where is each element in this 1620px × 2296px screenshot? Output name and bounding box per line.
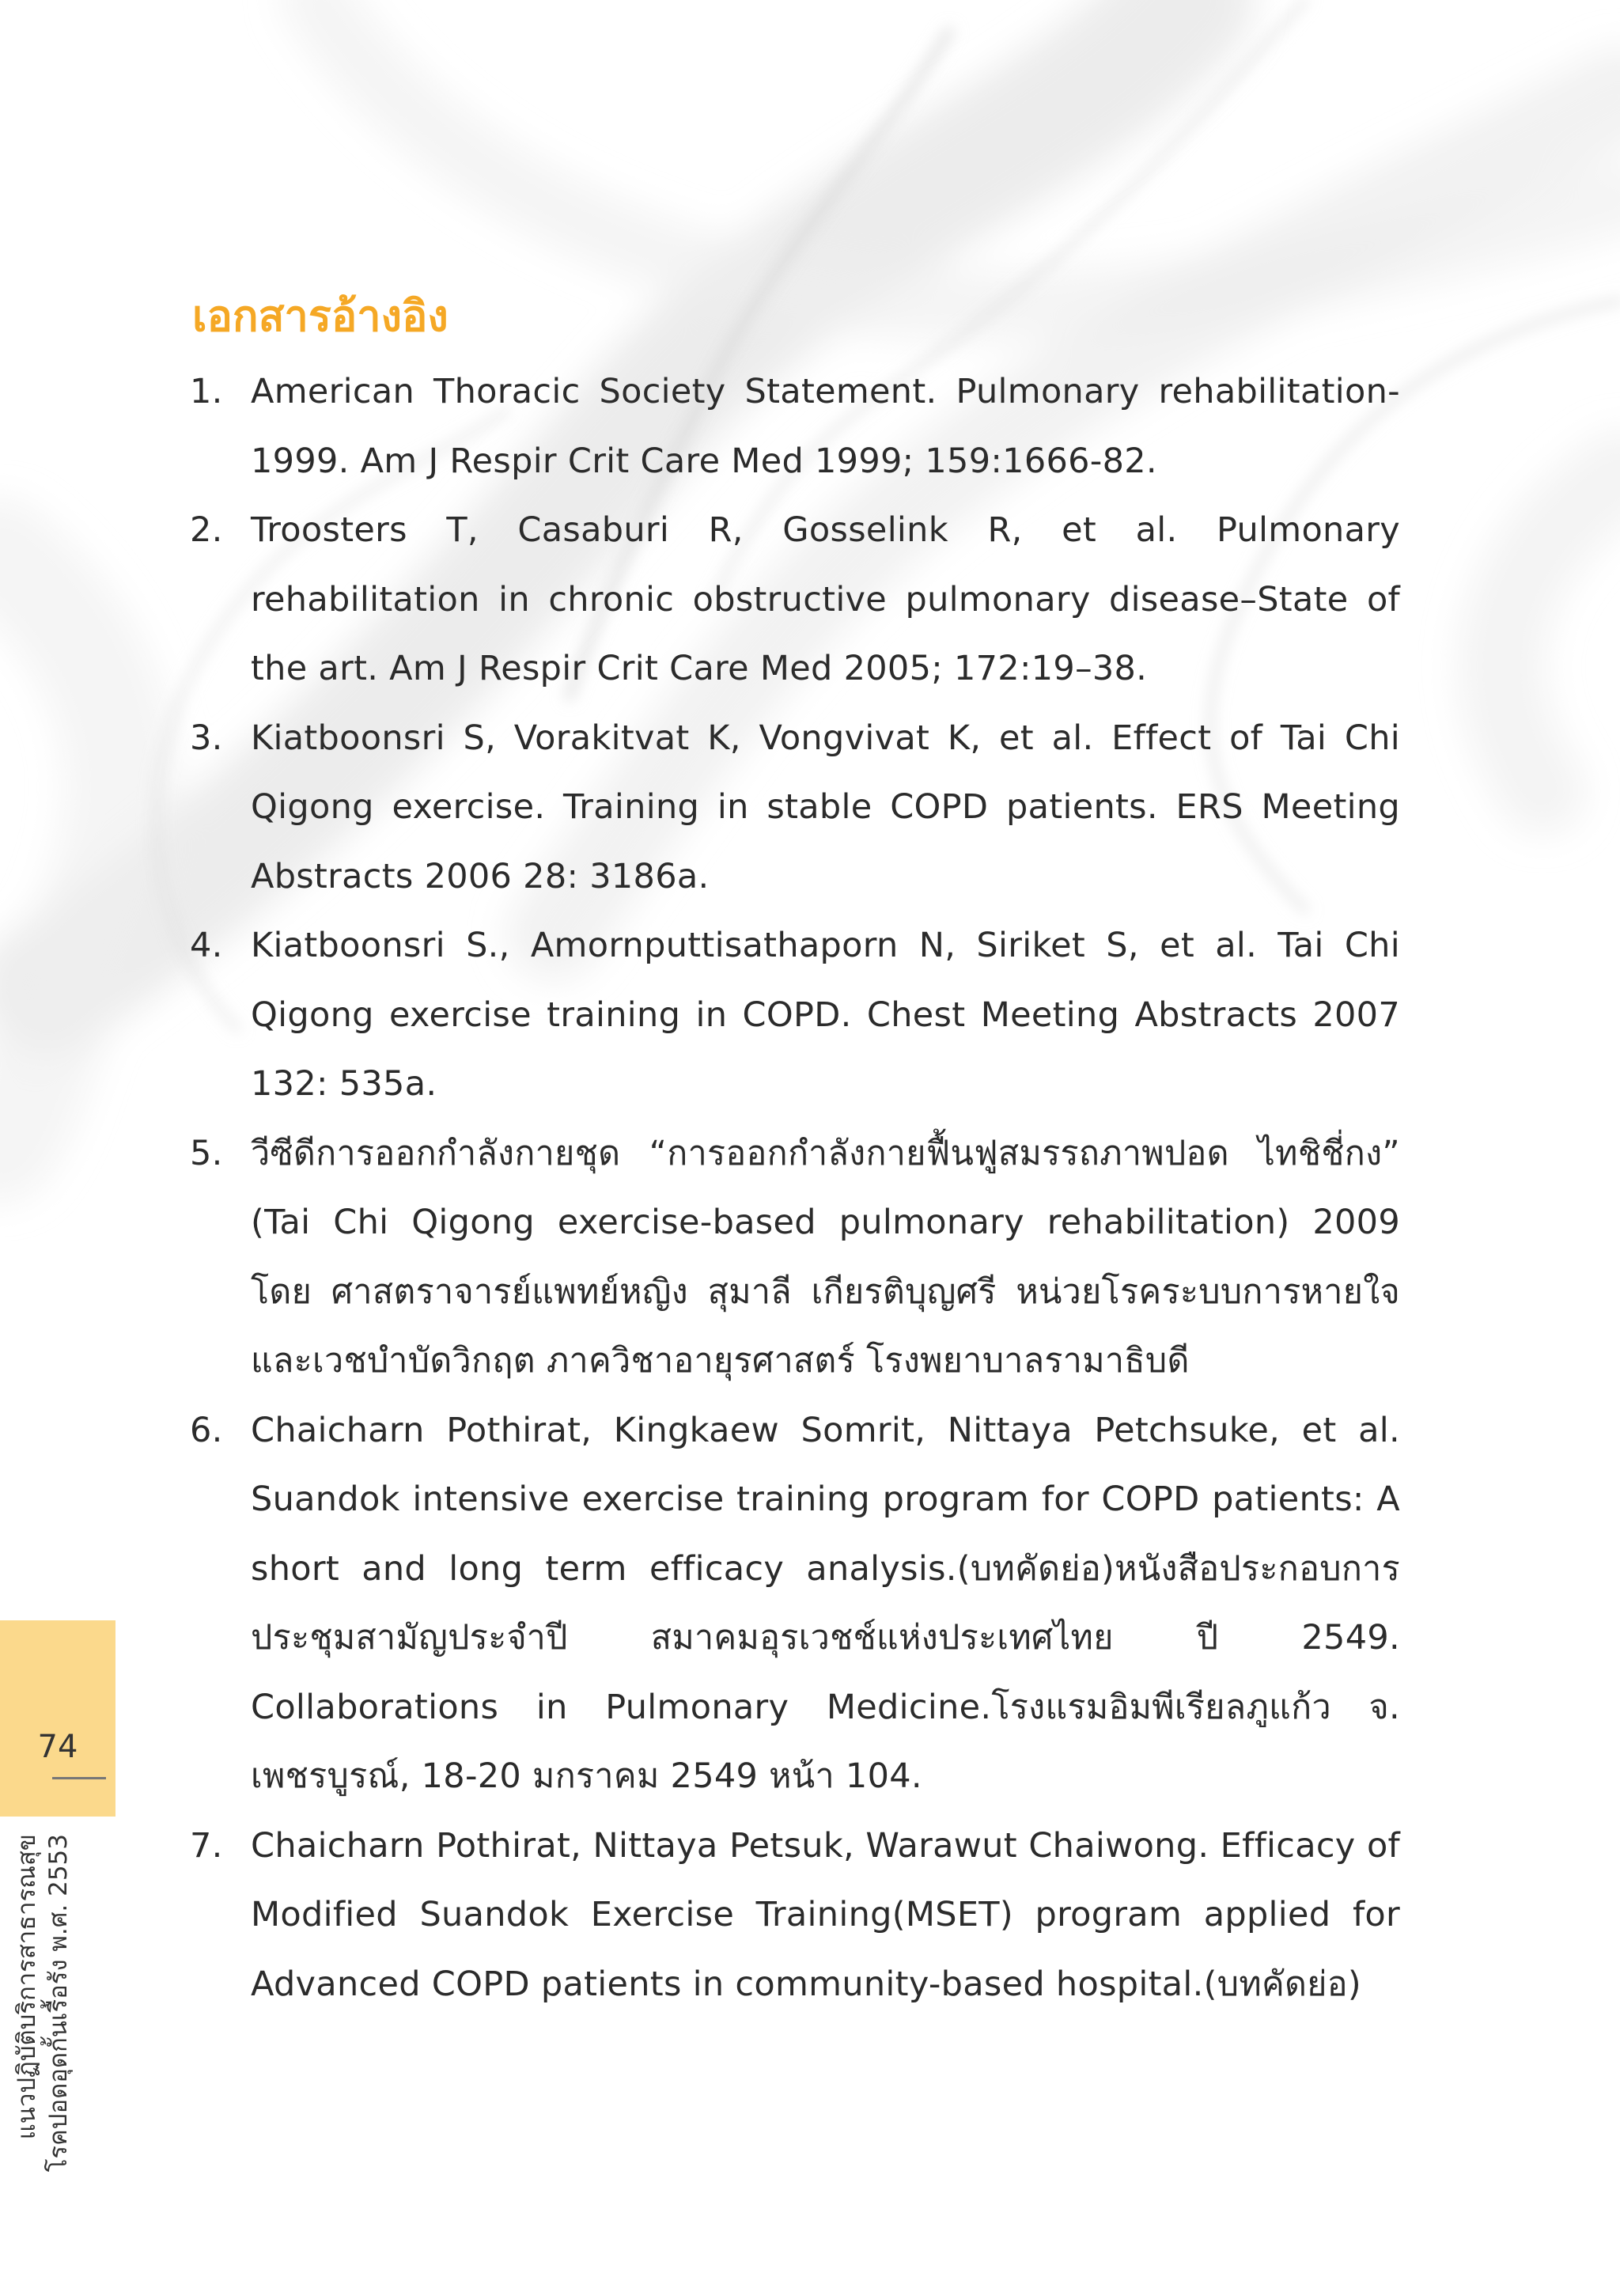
reference-text: Kiatboonsri S, Vorakitvat K, Vongvivat K, et al. Effect of Tai Chi Qigong exercise. Training in stable COPD patients. ERS Meeting Abstracts 2006 28: 3186a. (251, 718, 1400, 896)
page-number-rule (52, 1777, 106, 1779)
reference-number: 7. (190, 1825, 223, 1866)
running-title-vertical (11, 1834, 109, 2198)
running-title-line-2: โรคปอดอุดกั้นเรื้อรัง พ.ศ. 2553 (44, 1834, 73, 2173)
reference-text: วีซีดีการออกกำลังกายชุด “การออกกำลังกายฟื้นฟูสมรรถภาพปอด ไทชิชี่กง” (Tai Chi Qigong exercise-based pulmonary rehabilitation) 2009 โดย ศาสตราจารย์แพทย์หญิง สุมาลี เกียรติบุญศรี หน่วยโรคระบบการหายใจและเวชบำบัดวิกฤต ภาควิชาอายุรศาสตร์ โรงพยาบาลรามาธิบดี (251, 1133, 1400, 1381)
reference-number: 4. (190, 926, 223, 965)
reference-item (190, 358, 1400, 496)
reference-list (190, 358, 1400, 2019)
reference-text: Chaicharn Pothirat, Kingkaew Somrit, Nittaya Petchsuke, et al. Suandok intensive exercise training program for COPD patients: A short and long term efficacy analysis.(บทคัดย่อ)หนังสือประกอบการประชุมสามัญประจำปี สมาคมอุรเวชช์แห่งประเทศไทย ปี 2549. Collaborations in Pulmonary Medicine.โรงแรมอิมพีเรียลภูแก้ว จ. เพชรบูรณ์, 18-20 มกราคม 2549 หน้า 104. (251, 1410, 1400, 1796)
reference-item (190, 1396, 1400, 1812)
reference-item (190, 911, 1400, 1120)
reference-text: Troosters T, Casaburi R, Gosselink R, et al. Pulmonary rehabilitation in chronic obstructive pulmonary disease–State of the art. Am J Respir Crit Care Med 2005; 172:19–38. (251, 510, 1400, 688)
page-tab-block (0, 1620, 115, 1817)
reference-number: 6. (190, 1410, 223, 1450)
page-number: 74 (37, 1729, 78, 1765)
running-title-line-1: แนวปฏิบัติบริการสาธารณสุข (13, 1834, 41, 2140)
reference-item (190, 496, 1400, 704)
reference-text: American Thoracic Society Statement. Pulmonary rehabilitation-1999. Am J Respir Crit Care Med 1999; 159:1666-82. (251, 372, 1400, 481)
reference-number: 1. (190, 372, 223, 411)
reference-item (190, 1812, 1400, 2020)
reference-item (190, 704, 1400, 912)
reference-text: Chaicharn Pothirat, Nittaya Petsuk, Warawut Chaiwong. Efficacy of Modified Suandok Exercise Training(MSET) program applied for Advanced COPD patients in community-based hospital.(บทคัดย่อ) (251, 1825, 1400, 2004)
references-heading: เอกสารอ้างอิง (192, 291, 449, 341)
reference-number: 2. (190, 510, 223, 550)
reference-number: 5. (190, 1133, 223, 1173)
reference-item (190, 1120, 1400, 1396)
reference-number: 3. (190, 718, 223, 758)
reference-text: Kiatboonsri S., Amornputtisathaporn N, Siriket S, et al. Tai Chi Qigong exercise training in COPD. Chest Meeting Abstracts 2007 132: 535a. (251, 926, 1400, 1104)
